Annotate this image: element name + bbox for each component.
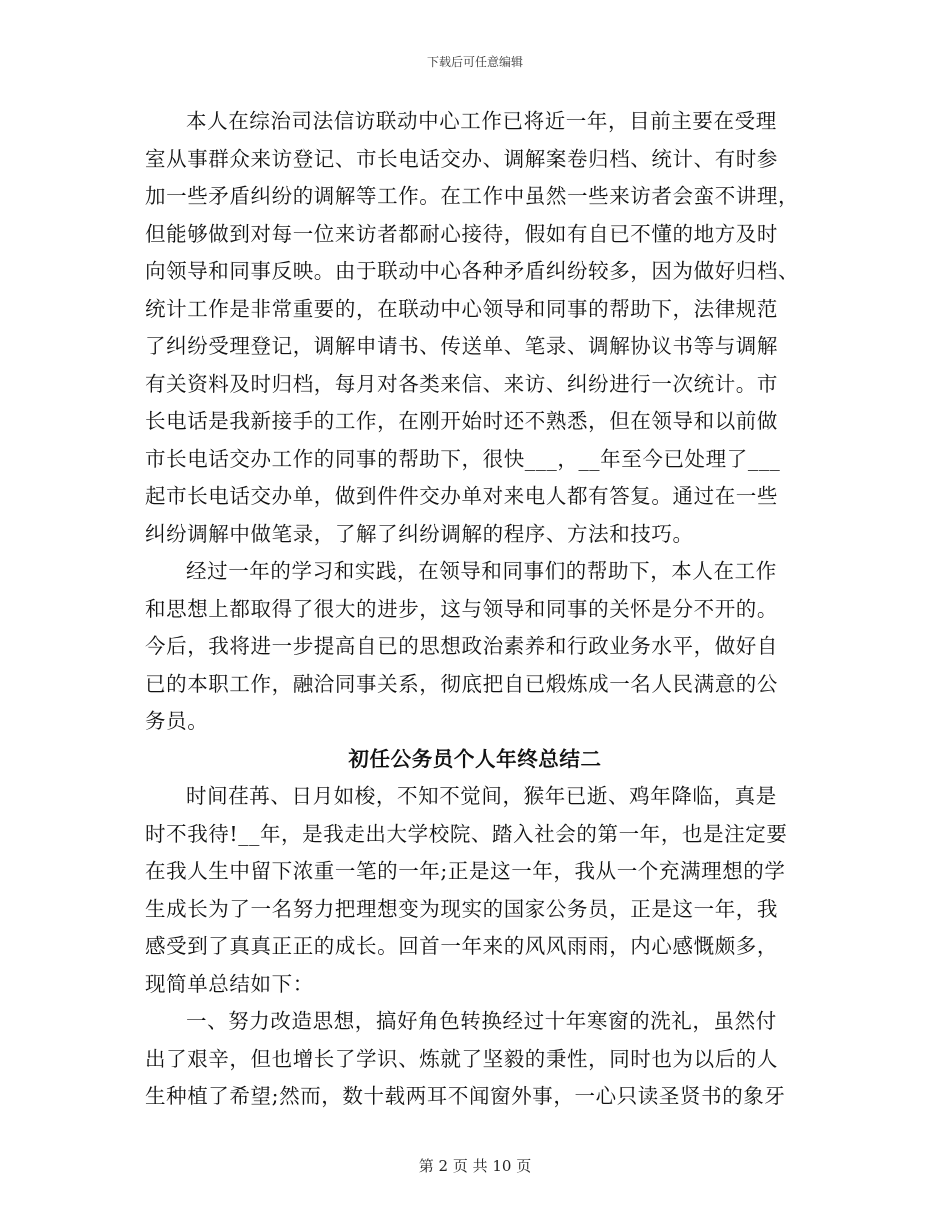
text-line: 纠纷调解中做笔录，了解了纠纷调解的程序、方法和技巧。 xyxy=(145,521,694,546)
text-line: 室从事群众来访登记、市长电话交办、调解案卷归档、统计、有时参 xyxy=(145,146,778,171)
text-line: 和思想上都取得了很大的进步，这与领导和同事的关怀是分不开的。 xyxy=(145,596,778,621)
page-footer: 第 2 页 共 10 页 xyxy=(418,1157,532,1175)
text-line: 有关资料及时归档，每月对各类来信、来访、纠纷进行一次统计。市 xyxy=(145,371,778,396)
text-line: 但能够做到对每一位来访者都耐心接待，假如有自已不懂的地方及时 xyxy=(145,221,778,246)
paragraph-block-2 xyxy=(145,778,805,1116)
text-line: 务员。 xyxy=(145,709,209,733)
text-line: 在我人生中留下浓重一笔的一年;正是这一年，我从一个充满理想的学 xyxy=(145,859,786,883)
text-line: 经过一年的学习和实践，在领导和同事们的帮助下，本人在工作 xyxy=(186,559,777,583)
section-heading: 初任公务员个人年终总结二 xyxy=(348,746,602,771)
text-line: 时间荏苒、日月如梭，不知不觉间，猴年已逝、鸡年降临，真是 xyxy=(186,784,777,808)
text-line: 本人在综治司法信访联动中心工作已将近一年，目前主要在受理 xyxy=(186,109,777,133)
text-line: 统计工作是非常重要的，在联动中心领导和同事的帮助下，法律规范 xyxy=(145,296,778,321)
text-line: 加一些矛盾纠纷的调解等工作。在工作中虽然一些来访者会蛮不讲理， xyxy=(145,184,800,208)
text-line: 向领导和同事反映。由于联动中心各种矛盾纠纷较多，因为做好归档、 xyxy=(145,259,800,283)
text-line: 起市长电话交办单，做到件件交办单对来电人都有答复。通过在一些 xyxy=(145,484,778,508)
text-line: 了纠纷受理登记，调解申请书、传送单、笔录、调解协议书等与调解 xyxy=(145,334,778,358)
text-line: 时不我待!__年，是我走出大学校院、踏入社会的第一年，也是注定要 xyxy=(145,821,788,846)
text-line: 一、努力改造思想，搞好角色转换经过十年寒窗的洗礼，虽然付 xyxy=(186,1009,777,1033)
text-line: 市长电话交办工作的同事的帮助下，很快___，__年至今已处理了___ xyxy=(145,446,781,471)
text-line: 生种植了希望;然而，数十载两耳不闻窗外事，一心只读圣贤书的象牙 xyxy=(145,1084,786,1108)
text-line: 现简单总结如下： xyxy=(145,971,314,996)
text-line: 出了艰辛，但也增长了学识、炼就了坚毅的秉性，同时也为以后的人 xyxy=(145,1046,778,1071)
header-note: 下载后可任意编辑 xyxy=(426,55,523,69)
text-line: 今后，我将进一步提高自已的思想政治素养和行政业务水平，做好自 xyxy=(145,634,778,658)
text-line: 生成长为了一名努力把理想变为现实的国家公务员，正是这一年，我 xyxy=(145,896,778,921)
document-body xyxy=(145,103,805,1116)
text-line: 已的本职工作，融洽同事关系，彻底把自已煅炼成一名人民满意的公 xyxy=(145,671,778,696)
text-line: 感受到了真真正正的成长。回首一年来的风风雨雨，内心感慨颇多， xyxy=(145,934,778,958)
text-line: 长电话是我新接手的工作，在刚开始时还不熟悉，但在领导和以前做 xyxy=(145,409,778,433)
paragraph-block-1 xyxy=(145,103,805,741)
